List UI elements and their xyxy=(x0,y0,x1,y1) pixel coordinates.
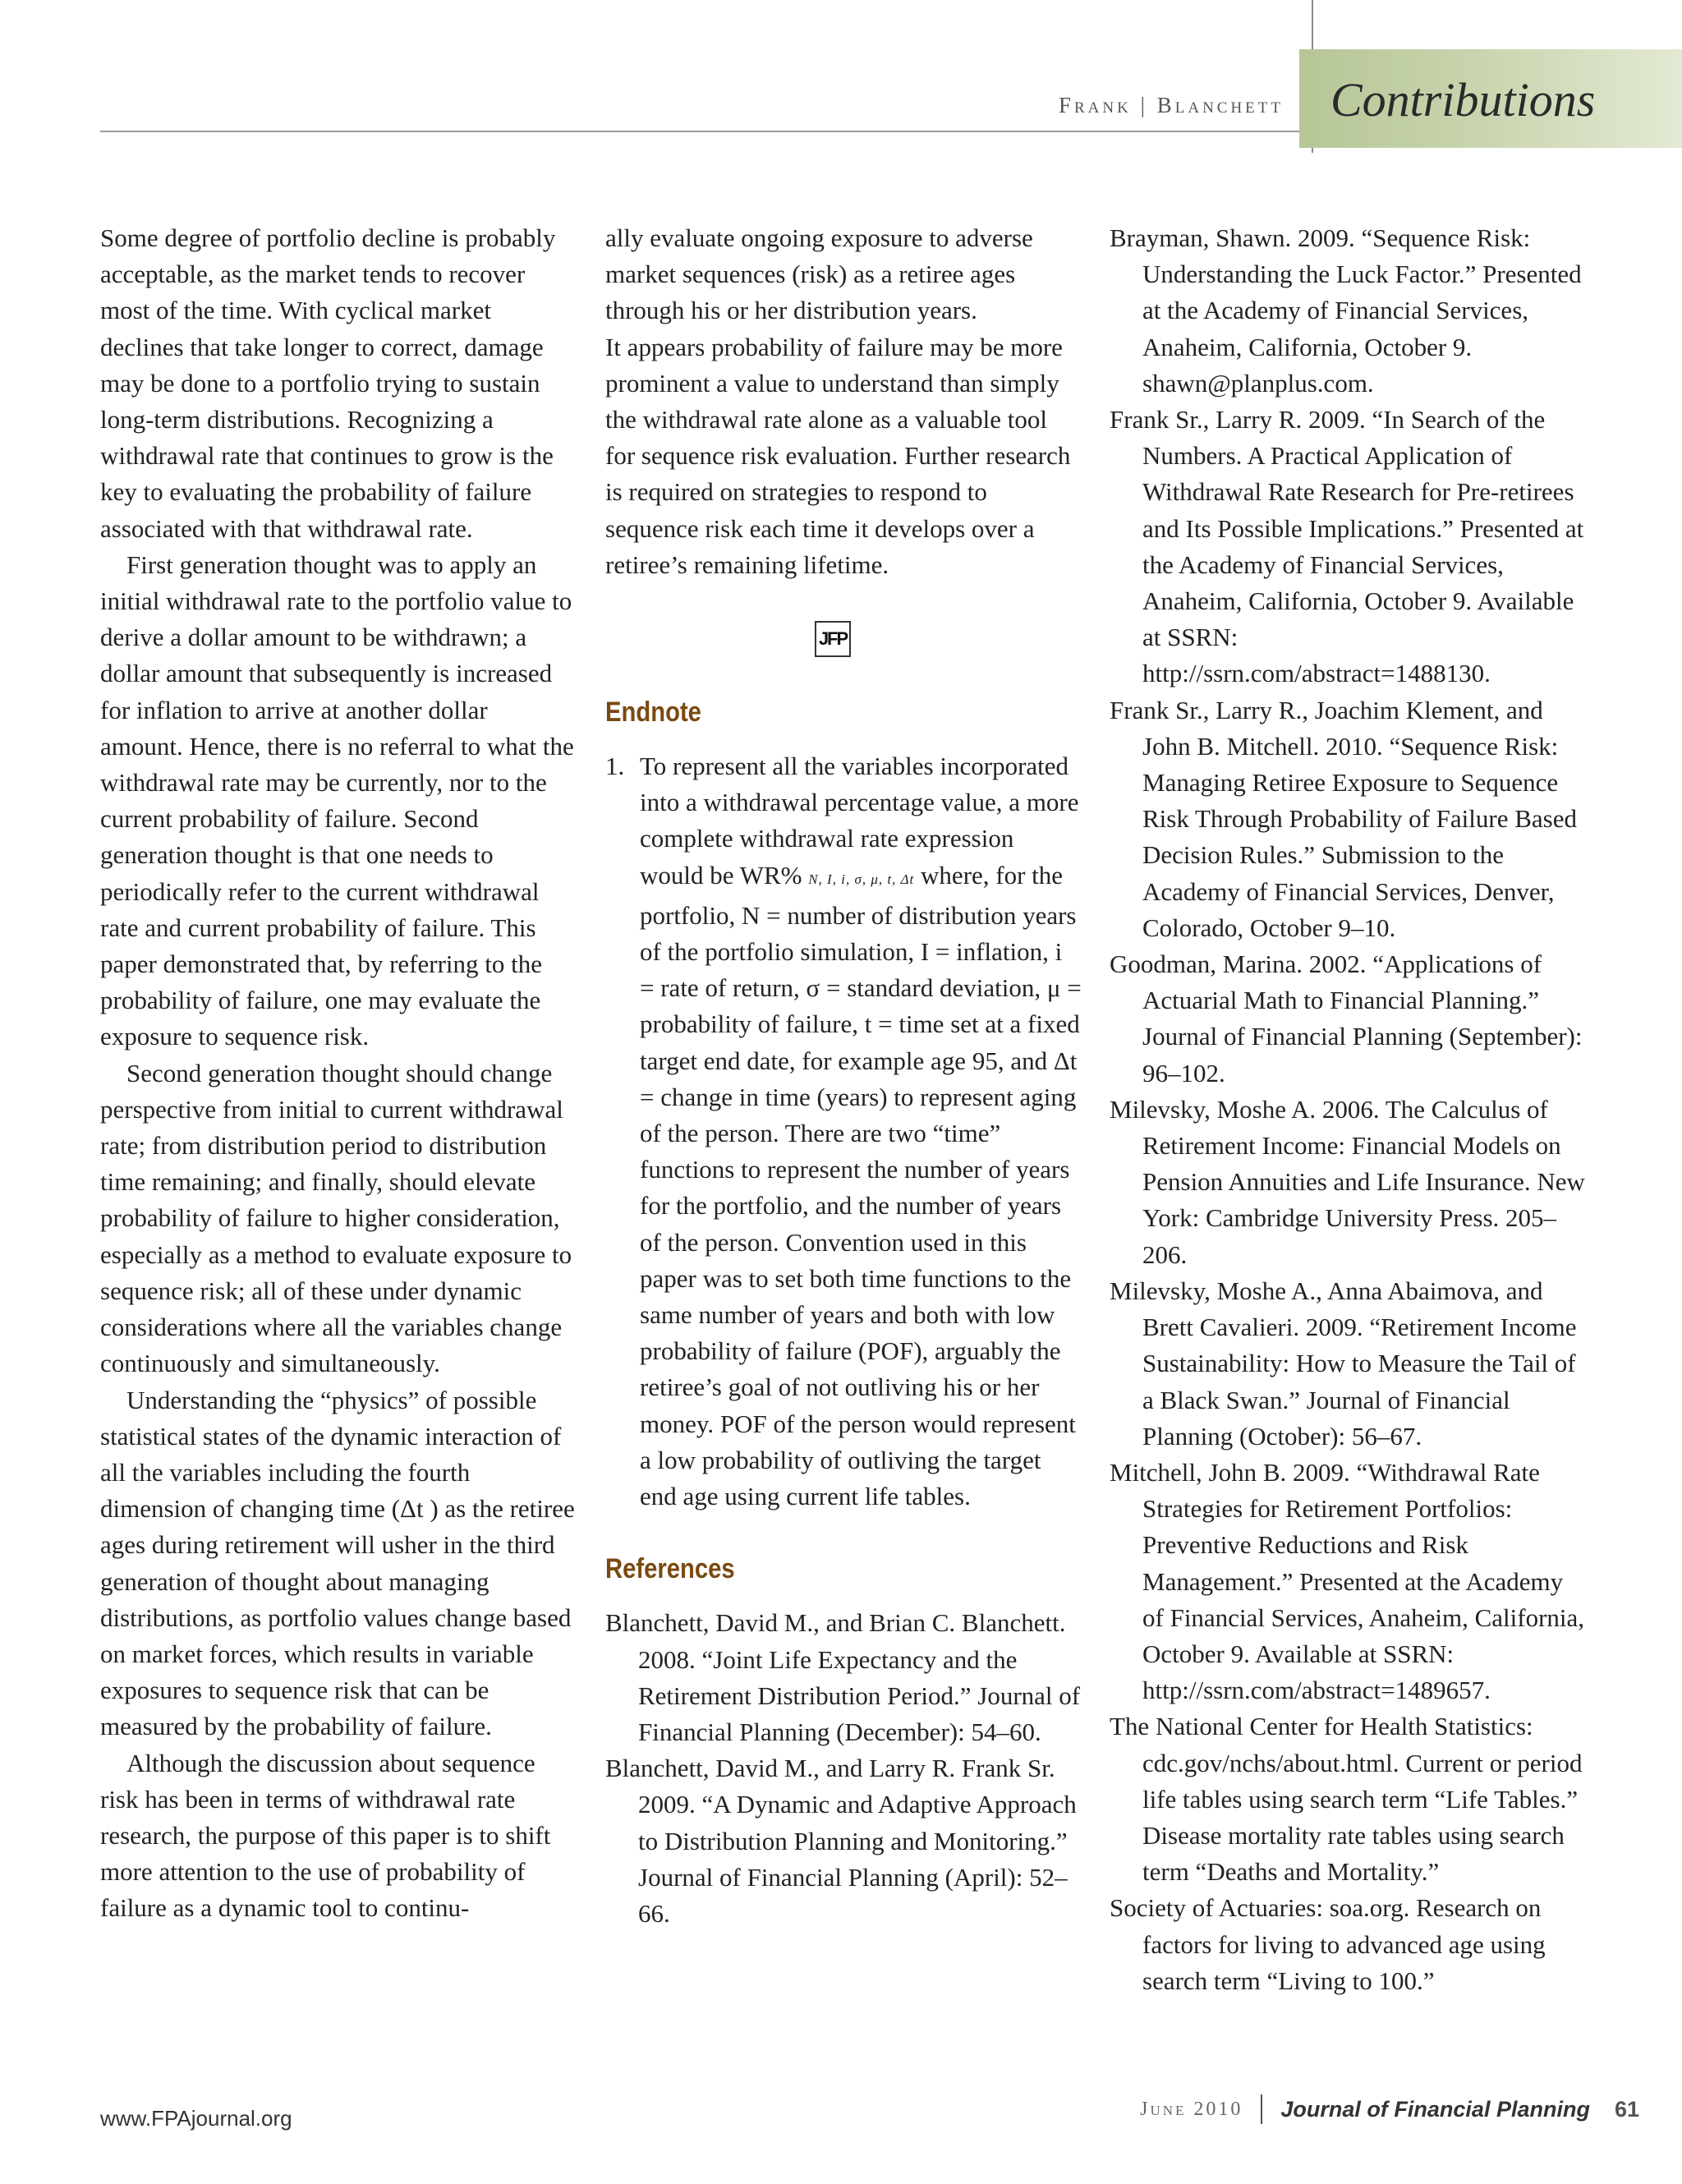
reference-item: Blanchett, David M., and Larry R. Frank Sr. 2009. “A Dynamic and Adaptive Approach to Distribution Planning and Monitoring.” Journal of Financial Planning (April): 52–66. xyxy=(605,1754,1077,1928)
section-title: Contributions xyxy=(1330,73,1596,126)
reference-item: Frank Sr., Larry R., Joachim Klement, and John B. Mitchell. 2010. “Sequence Risk: Managing Retiree Exposure to Sequence Risk Through Probability of Failure Based Decision Rules.” Submission to the Academy of Financial Services, Denver, Colorado, October 9–10. xyxy=(1110,695,1577,942)
running-head-authors: Frank | Blanchett xyxy=(1058,93,1284,117)
paragraph: Understanding the “physics” of possible statistical states of the dynamic interaction of all the variables including the fourth dimension of changing time (Δt ) as the retiree ages during retirement will usher in the third generation of thought about managing distributions, as portfolio values change based on market forces, which results in variable exposures to sequence risk that can be measured by the probability of failure. xyxy=(100,1385,575,1741)
reference-item: Milevsky, Moshe A. 2006. The Calculus of Retirement Income: Financial Models on Pension Annuities and Life Insurance. New York: Cambridge University Press. 205–206. xyxy=(1110,1094,1585,1269)
reference-item: Brayman, Shawn. 2009. “Sequence Risk: Understanding the Luck Factor.” Presented at the Academy of Financial Services, Anaheim, California, October 9. shawn@planplus.com. xyxy=(1110,223,1582,398)
paragraph: Second generation thought should change perspective from initial to current withdrawal rate; from distribution period to distribution time remaining; and finally, should elevate probability of failure to higher consideration, especially as a method to evaluate exposure to sequence risk; all of these under dynamic considerations where all the variables change continuously and simultaneously. xyxy=(100,1058,572,1378)
column-1 xyxy=(100,220,577,1927)
endnote-item xyxy=(605,748,1082,1515)
end-mark-area xyxy=(605,583,1082,694)
header-rule xyxy=(100,131,1299,132)
footer-url: www.FPAjournal.org xyxy=(100,2106,292,2131)
endnote-subscript: N, I, i, σ, μ, t, Δt xyxy=(808,871,915,887)
endnote-number: 1. xyxy=(605,752,625,781)
section-tab xyxy=(1299,49,1682,148)
page-number: 61 xyxy=(1614,2096,1639,2122)
reference-item: The National Center for Health Statistics: cdc.gov/nchs/about.html. Current or period life tables using search term “Life Tables.” Disease mortality rate tables using search term “Deaths and Mortality.” xyxy=(1110,1712,1583,1887)
jfp-end-mark-icon: JFP xyxy=(815,621,851,657)
paragraph: Although the discussion about sequence risk has been in terms of withdrawal rate research, the purpose of this paper is to shift more attention to the use of probability of failure as a dynamic tool to continu- xyxy=(100,1748,551,1923)
reference-item: Blanchett, David M., and Brian C. Blanchett. 2008. “Joint Life Expectancy and the Retirement Distribution Period.” Journal of Financial Planning (December): 54–60. xyxy=(605,1608,1081,1746)
paragraph: First generation thought was to apply an initial withdrawal rate to the portfolio value to derive a dollar amount to be withdrawn; a dollar amount that subsequently is increased for inflation to arrive at another dollar amount. Hence, there is no referral to what the withdrawal rate may be currently, nor to the current probability of failure. Second generation thought is that one needs to periodically refer to the current withdrawal rate and current probability of failure. This paper demonstrated that, by referring to the probability of failure, one may evaluate the exposure to sequence risk. xyxy=(100,549,574,1051)
endnote-text-a: To represent all the variables incorporated into a withdrawal percentage value, a more complete withdrawal rate expression would be WR% xyxy=(640,752,1079,890)
footer-journal-name: Journal of Financial Planning xyxy=(1280,2096,1590,2122)
reference-item: Milevsky, Moshe A., Anna Abaimova, and Brett Cavalieri. 2009. “Retirement Income Sustainability: How to Measure the Tail of a Black Swan.” Journal of Financial Planning (October): 56–67. xyxy=(1110,1276,1577,1451)
paragraph: It appears probability of failure may be more prominent a value to understand than simply the withdrawal rate alone as a valuable tool for sequence risk evaluation. Further research is required on strategies to respond to sequence risk each time it develops over a retiree’s remaining lifetime. xyxy=(605,332,1071,579)
footer-info xyxy=(1140,2094,1639,2124)
reference-item: Frank Sr., Larry R. 2009. “In Search of the Numbers. A Practical Application of Withdrawal Rate Research for Pre-retirees and Its Possible Implications.” Presented at the Academy of Financial Services, Anaheim, California, October 9. Available at SSRN: http://ssrn.com/abstract=1488130. xyxy=(1110,405,1584,688)
column-3 xyxy=(1110,220,1589,1999)
reference-item: Society of Actuaries: soa.org. Research on factors for living to advanced age using search term “Living to 100.” xyxy=(1110,1893,1546,1995)
footer-date: June 2010 xyxy=(1140,2098,1243,2120)
references-heading: References xyxy=(605,1553,735,1585)
paragraph: Some degree of portfolio decline is probably acceptable, as the market tends to recover most of the time. With cyclical market declines that take longer to correct, damage may be done to a portfolio trying to sustain long-term distributions. Recognizing a withdrawal rate that continues to grow is the key to evaluating the probability of failure associated with that withdrawal rate. xyxy=(100,223,556,543)
column-2 xyxy=(605,220,1082,1932)
paragraph: ally evaluate ongoing exposure to adverse market sequences (risk) as a retiree ages through his or her distribution years. xyxy=(605,223,1033,325)
reference-item: Mitchell, John B. 2009. “Withdrawal Rate Strategies for Retirement Portfolios: Preventive Reductions and Risk Management.” Presented at the Academy of Financial Services, Anaheim, California, October 9. Available at SSRN: http://ssrn.com/abstract=1489657. xyxy=(1110,1457,1585,1705)
endnote-body xyxy=(640,748,1082,1515)
endnote-text-b: where, for the portfolio, N = number of distribution years of the portfolio simulation, I = inflation, i = rate of return, σ = standard deviation, μ = probability of failure, t = time set at a fixed target end date, for example age 95, and Δt = change in time (years) to represent aging of the person. There are two “time” functions to represent the number of years for the portfolio, and the number of years of the person. Convention used in this paper was to set both time functions to the same number of years and both with low probability of failure (POF), arguably the retiree’s goal of not outliving his or her money. POF of the person would represent a low probability of outliving the target end age using current life tables. xyxy=(640,860,1082,1511)
reference-item: Goodman, Marina. 2002. “Applications of Actuarial Math to Financial Planning.” Journal of Financial Planning (September): 96–102. xyxy=(1110,949,1583,1087)
endnote-heading: Endnote xyxy=(605,697,701,729)
footer-separator xyxy=(1261,2094,1262,2124)
